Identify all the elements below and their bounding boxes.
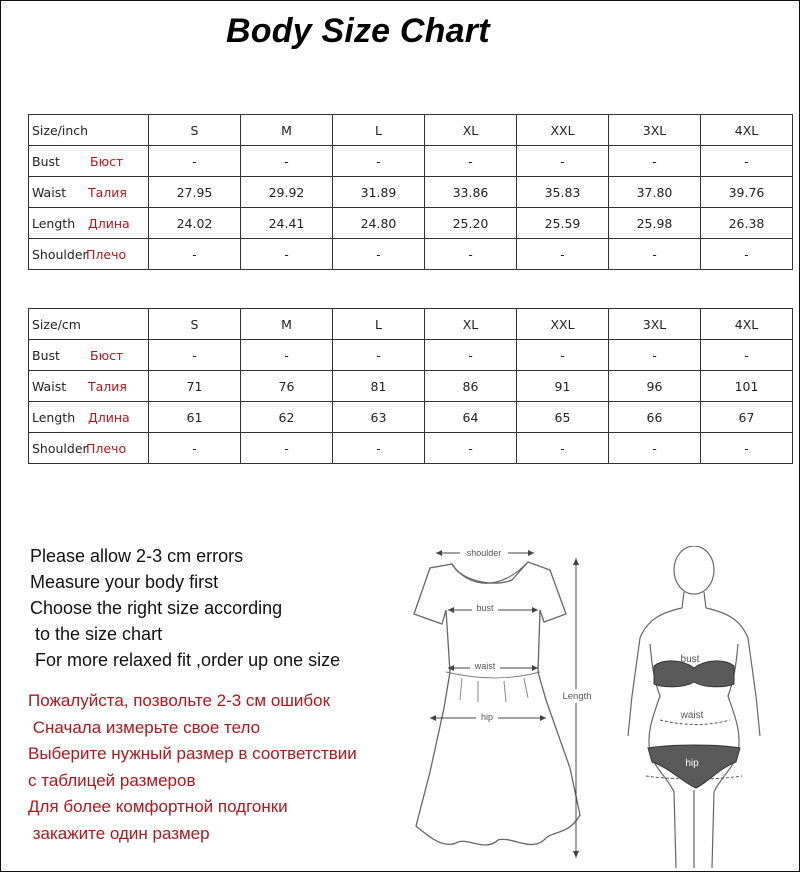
table-cell: 81 <box>333 371 425 402</box>
row-label <box>29 208 149 239</box>
body-hip-label: hip <box>685 758 699 769</box>
page-title: Body Size Chart <box>226 12 490 50</box>
row-label-ru: Плечо <box>86 246 127 262</box>
table-cell: - <box>425 146 517 177</box>
table-cell: 29.92 <box>241 177 333 208</box>
header-size: XL <box>425 115 517 146</box>
table-cell: - <box>241 433 333 464</box>
header-size: S <box>149 309 241 340</box>
table-cell: 91 <box>517 371 609 402</box>
table-cell: - <box>517 340 609 371</box>
header-size: L <box>333 115 425 146</box>
table-cell: - <box>149 239 241 270</box>
table-cell: - <box>241 239 333 270</box>
note-line: Пожалуйста, позвольте 2-3 см ошибок <box>28 691 331 710</box>
note-line: to the size chart <box>30 624 163 644</box>
notes-russian <box>28 688 357 847</box>
table-cell: - <box>701 146 793 177</box>
row-label-en: Bust <box>32 347 60 363</box>
table-cell: 24.02 <box>149 208 241 239</box>
row-label-ru: Плечо <box>86 440 127 456</box>
notes-english <box>30 543 340 673</box>
table-cell: 61 <box>149 402 241 433</box>
table-header-row <box>29 309 793 340</box>
row-label-ru: Талия <box>88 184 127 200</box>
size-table-inch <box>28 114 793 270</box>
table-cell: - <box>701 239 793 270</box>
table-cell: 25.98 <box>609 208 701 239</box>
table-cell: 33.86 <box>425 177 517 208</box>
header-size: XXL <box>517 309 609 340</box>
table-cell: - <box>333 239 425 270</box>
table-cell: 86 <box>425 371 517 402</box>
table-cell: - <box>609 433 701 464</box>
table-cell: - <box>425 340 517 371</box>
table-cell: - <box>149 433 241 464</box>
table-cell: - <box>609 146 701 177</box>
table-cell: 31.89 <box>333 177 425 208</box>
table-cell: - <box>241 146 333 177</box>
table-cell: - <box>609 239 701 270</box>
table-cell: 96 <box>609 371 701 402</box>
header-label: Size/inch <box>29 115 149 146</box>
table-row <box>29 402 793 433</box>
table-cell: 25.59 <box>517 208 609 239</box>
note-line: Для более комфортной подгонки <box>28 797 288 816</box>
table-cell: 24.80 <box>333 208 425 239</box>
note-line: For more relaxed fit ,order up one size <box>30 650 341 670</box>
row-label <box>29 177 149 208</box>
header-size: M <box>241 309 333 340</box>
table-cell: - <box>149 146 241 177</box>
shoulder-label: shoulder <box>466 548 502 558</box>
table-cell: - <box>149 340 241 371</box>
table-cell: 27.95 <box>149 177 241 208</box>
table-cell: - <box>333 340 425 371</box>
table-cell: - <box>701 433 793 464</box>
row-label-en: Bust <box>32 153 60 169</box>
table-cell: 101 <box>701 371 793 402</box>
table-row <box>29 340 793 371</box>
hip-label: hip <box>480 712 494 722</box>
dress-measure-diagram <box>400 540 610 868</box>
note-line: с таблицей размеров <box>28 770 196 790</box>
header-size: L <box>333 309 425 340</box>
note-line: Сначала измерьте свое тело <box>28 717 261 737</box>
header-size: 3XL <box>609 309 701 340</box>
length-label: Length <box>562 691 592 702</box>
table-row <box>29 208 793 239</box>
table-cell: 63 <box>333 402 425 433</box>
row-label <box>29 146 149 177</box>
table-row <box>29 371 793 402</box>
table-cell: - <box>517 146 609 177</box>
header-size: S <box>149 115 241 146</box>
table-header-row <box>29 115 793 146</box>
body-bust-label: bust <box>680 654 700 665</box>
row-label-ru: Бюст <box>90 153 124 169</box>
table-row <box>29 433 793 464</box>
table-cell: 64 <box>425 402 517 433</box>
table-cell: 65 <box>517 402 609 433</box>
row-label <box>29 371 149 402</box>
table-cell: - <box>333 433 425 464</box>
waist-label: waist <box>474 661 496 671</box>
table-cell: - <box>609 340 701 371</box>
table-cell: 37.80 <box>609 177 701 208</box>
table-row <box>29 146 793 177</box>
table-row <box>29 239 793 270</box>
table-cell: - <box>425 239 517 270</box>
table-cell: - <box>241 340 333 371</box>
torso-outline <box>628 608 760 868</box>
head <box>674 546 714 594</box>
table-cell: 35.83 <box>517 177 609 208</box>
row-label-ru: Длина <box>88 409 130 425</box>
table-cell: 67 <box>701 402 793 433</box>
table-cell: - <box>701 340 793 371</box>
row-label-en: Length <box>32 409 76 425</box>
table-cell: 71 <box>149 371 241 402</box>
body-measure-diagram <box>624 546 764 868</box>
header-label: Size/cm <box>29 309 149 340</box>
note-line: Measure your body first <box>30 572 219 592</box>
size-table-cm <box>28 308 793 464</box>
row-label-en: Shoulder <box>32 440 88 456</box>
note-line: Please allow 2-3 cm errors <box>30 546 244 566</box>
table-cell: 25.20 <box>425 208 517 239</box>
header-size: 4XL <box>701 309 793 340</box>
row-label <box>29 340 149 371</box>
table-row <box>29 177 793 208</box>
table-cell: 24.41 <box>241 208 333 239</box>
table-cell: 62 <box>241 402 333 433</box>
note-line: Choose the right size according <box>30 598 283 618</box>
note-line: закажите один размер <box>28 823 210 843</box>
header-size: 3XL <box>609 115 701 146</box>
table-cell: - <box>333 146 425 177</box>
header-size: M <box>241 115 333 146</box>
body-waist-label: waist <box>680 710 704 721</box>
table-cell: - <box>517 433 609 464</box>
row-label-ru: Длина <box>88 215 130 231</box>
row-label-en: Waist <box>32 184 67 200</box>
row-label-en: Waist <box>32 378 67 394</box>
row-label <box>29 433 149 464</box>
row-label-ru: Талия <box>88 378 127 394</box>
row-label <box>29 239 149 270</box>
table-cell: - <box>517 239 609 270</box>
table-cell: 26.38 <box>701 208 793 239</box>
header-size: XL <box>425 309 517 340</box>
row-label-ru: Бюст <box>90 347 124 363</box>
row-label-en: Shoulder <box>32 246 88 262</box>
header-size: XXL <box>517 115 609 146</box>
table-cell: 39.76 <box>701 177 793 208</box>
row-label-en: Length <box>32 215 76 231</box>
table-cell: 66 <box>609 402 701 433</box>
header-size: 4XL <box>701 115 793 146</box>
table-cell: 76 <box>241 371 333 402</box>
table-cell: - <box>425 433 517 464</box>
bust-label: bust <box>476 603 494 613</box>
note-line: Выберите нужный размер в соответствии <box>28 744 357 763</box>
row-label <box>29 402 149 433</box>
